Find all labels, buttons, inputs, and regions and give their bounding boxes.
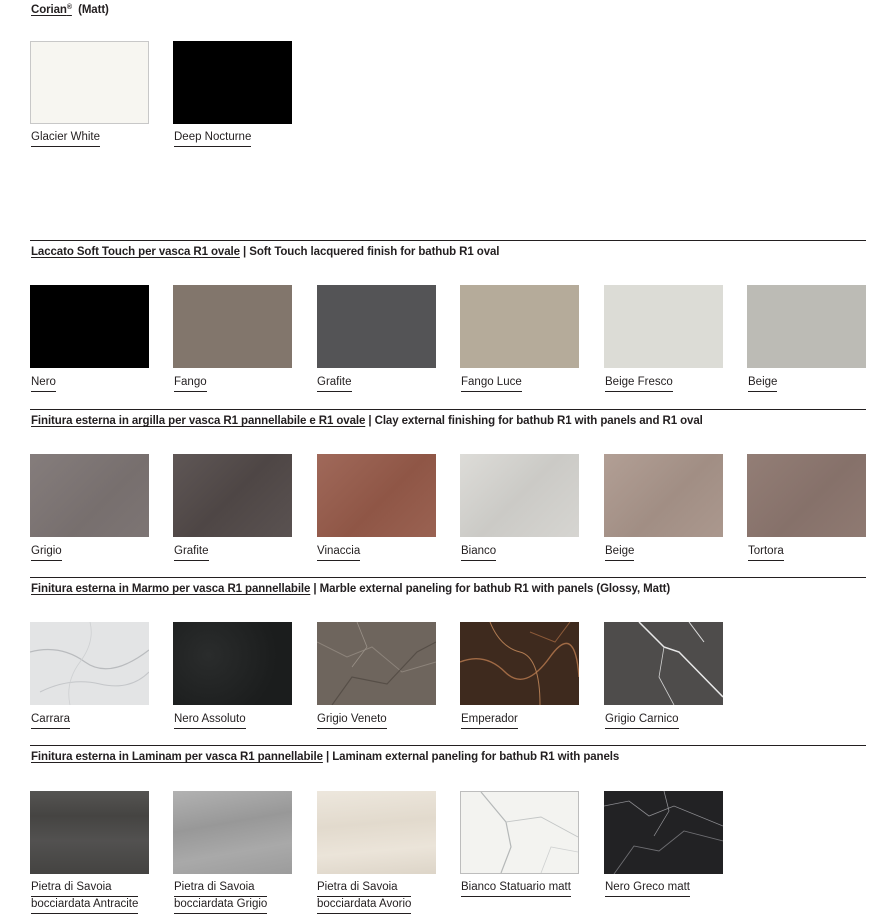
section-title-it: Finitura esterna in Laminam per vasca R1 pannellabile [31, 751, 323, 763]
swatch-bianco[interactable] [460, 454, 579, 537]
section-title-suffix: (Matt) [78, 4, 109, 16]
divider [30, 745, 866, 746]
swatch-fango[interactable] [173, 285, 292, 368]
swatch-label: Bianco [461, 544, 496, 561]
section-heading: Finitura esterna in Laminam per vasca R1 pannellabile | Laminam external paneling for bathub R1 with panels [31, 751, 620, 763]
swatch-nero-assoluto[interactable] [173, 622, 292, 705]
section-heading: Laccato Soft Touch per vasca R1 ovale | Soft Touch lacquered finish for bathub R1 oval [31, 246, 500, 258]
swatch-label: Emperador [461, 712, 518, 729]
marble-vein-texture [604, 791, 723, 874]
section-title-en: Laminam external paneling for bathub R1 with panels [332, 751, 620, 763]
swatch-label: Grigio [31, 544, 62, 561]
swatch-beige[interactable] [747, 285, 866, 368]
section-heading [31, 4, 109, 16]
marble-vein-texture [317, 622, 436, 705]
divider [30, 240, 866, 241]
marble-vein-texture [30, 622, 149, 705]
section-heading: Finitura esterna in Marmo per vasca R1 pannellabile | Marble external paneling for bathub R1 with panels (Glossy, Matt) [31, 583, 671, 595]
swatch-beige[interactable] [604, 454, 723, 537]
swatch-carrara[interactable] [30, 622, 149, 705]
swatch-vinaccia[interactable] [317, 454, 436, 537]
divider [30, 409, 866, 410]
registered-mark: ® [66, 4, 72, 11]
swatch-label: Glacier White [31, 130, 100, 147]
swatch-label: Fango [174, 375, 207, 392]
swatch-label: Fango Luce [461, 375, 522, 392]
swatch-label: Vinaccia [317, 544, 360, 561]
section-title-it: Finitura esterna in argilla per vasca R1 pannellabile e R1 ovale [31, 415, 366, 427]
section-title-it: Corian [31, 4, 67, 16]
swatch-label: Beige [605, 544, 634, 561]
swatch-label: Beige [748, 375, 777, 392]
divider [30, 577, 866, 578]
swatch-label: Deep Nocturne [174, 130, 251, 147]
swatch-label: Grigio Veneto [317, 712, 387, 729]
swatch-grigio-veneto[interactable] [317, 622, 436, 705]
swatch-label: Grafite [317, 375, 352, 392]
section-title-it: Laccato Soft Touch per vasca R1 ovale [31, 246, 240, 258]
swatch-deep-nocturne[interactable] [173, 41, 292, 124]
section-title-it: Finitura esterna in Marmo per vasca R1 pannellabile [31, 583, 311, 595]
swatch-bianco-statuario[interactable] [460, 791, 579, 874]
swatch-emperador[interactable] [460, 622, 579, 705]
marble-vein-texture [460, 622, 579, 705]
swatch-label: Beige Fresco [605, 375, 673, 392]
swatch-label: Grigio Carnico [605, 712, 679, 729]
marble-vein-texture [604, 622, 723, 705]
section-title-en: Marble external paneling for bathub R1 with panels (Glossy, Matt) [319, 583, 671, 595]
swatch-grigio[interactable] [30, 454, 149, 537]
swatch-pietra-avorio[interactable] [317, 791, 436, 874]
swatch-pietra-antracite[interactable] [30, 791, 149, 874]
swatch-label: Tortora [748, 544, 784, 561]
swatch-label: Bianco Statuario matt [461, 880, 571, 897]
swatch-grafite[interactable] [317, 285, 436, 368]
swatch-label: Nero [31, 375, 56, 392]
swatch-label: Pietra di Savoia bocciardata Avorio [317, 880, 411, 914]
swatch-label: Pietra di Savoia bocciardata Antracite [31, 880, 138, 914]
swatch-grafite[interactable] [173, 454, 292, 537]
swatch-label: Carrara [31, 712, 70, 729]
swatch-nero-greco[interactable] [604, 791, 723, 874]
swatch-nero[interactable] [30, 285, 149, 368]
section-title-en: Soft Touch lacquered finish for bathub R1 oval [249, 246, 500, 258]
swatch-tortora[interactable] [747, 454, 866, 537]
swatch-glacier-white[interactable] [30, 41, 149, 124]
swatch-label: Pietra di Savoia bocciardata Grigio [174, 880, 267, 914]
marble-vein-texture [461, 792, 578, 873]
swatch-grigio-carnico[interactable] [604, 622, 723, 705]
swatch-beige-fresco[interactable] [604, 285, 723, 368]
section-heading: Finitura esterna in argilla per vasca R1 pannellabile e R1 ovale | Clay external finishing for bathub R1 with panels and R1 oval [31, 415, 703, 427]
swatch-fango-luce[interactable] [460, 285, 579, 368]
swatch-label: Nero Assoluto [174, 712, 246, 729]
swatch-label: Grafite [174, 544, 209, 561]
swatch-label: Nero Greco matt [605, 880, 690, 897]
swatch-pietra-grigio[interactable] [173, 791, 292, 874]
section-title-en: Clay external finishing for bathub R1 with panels and R1 oval [374, 415, 703, 427]
